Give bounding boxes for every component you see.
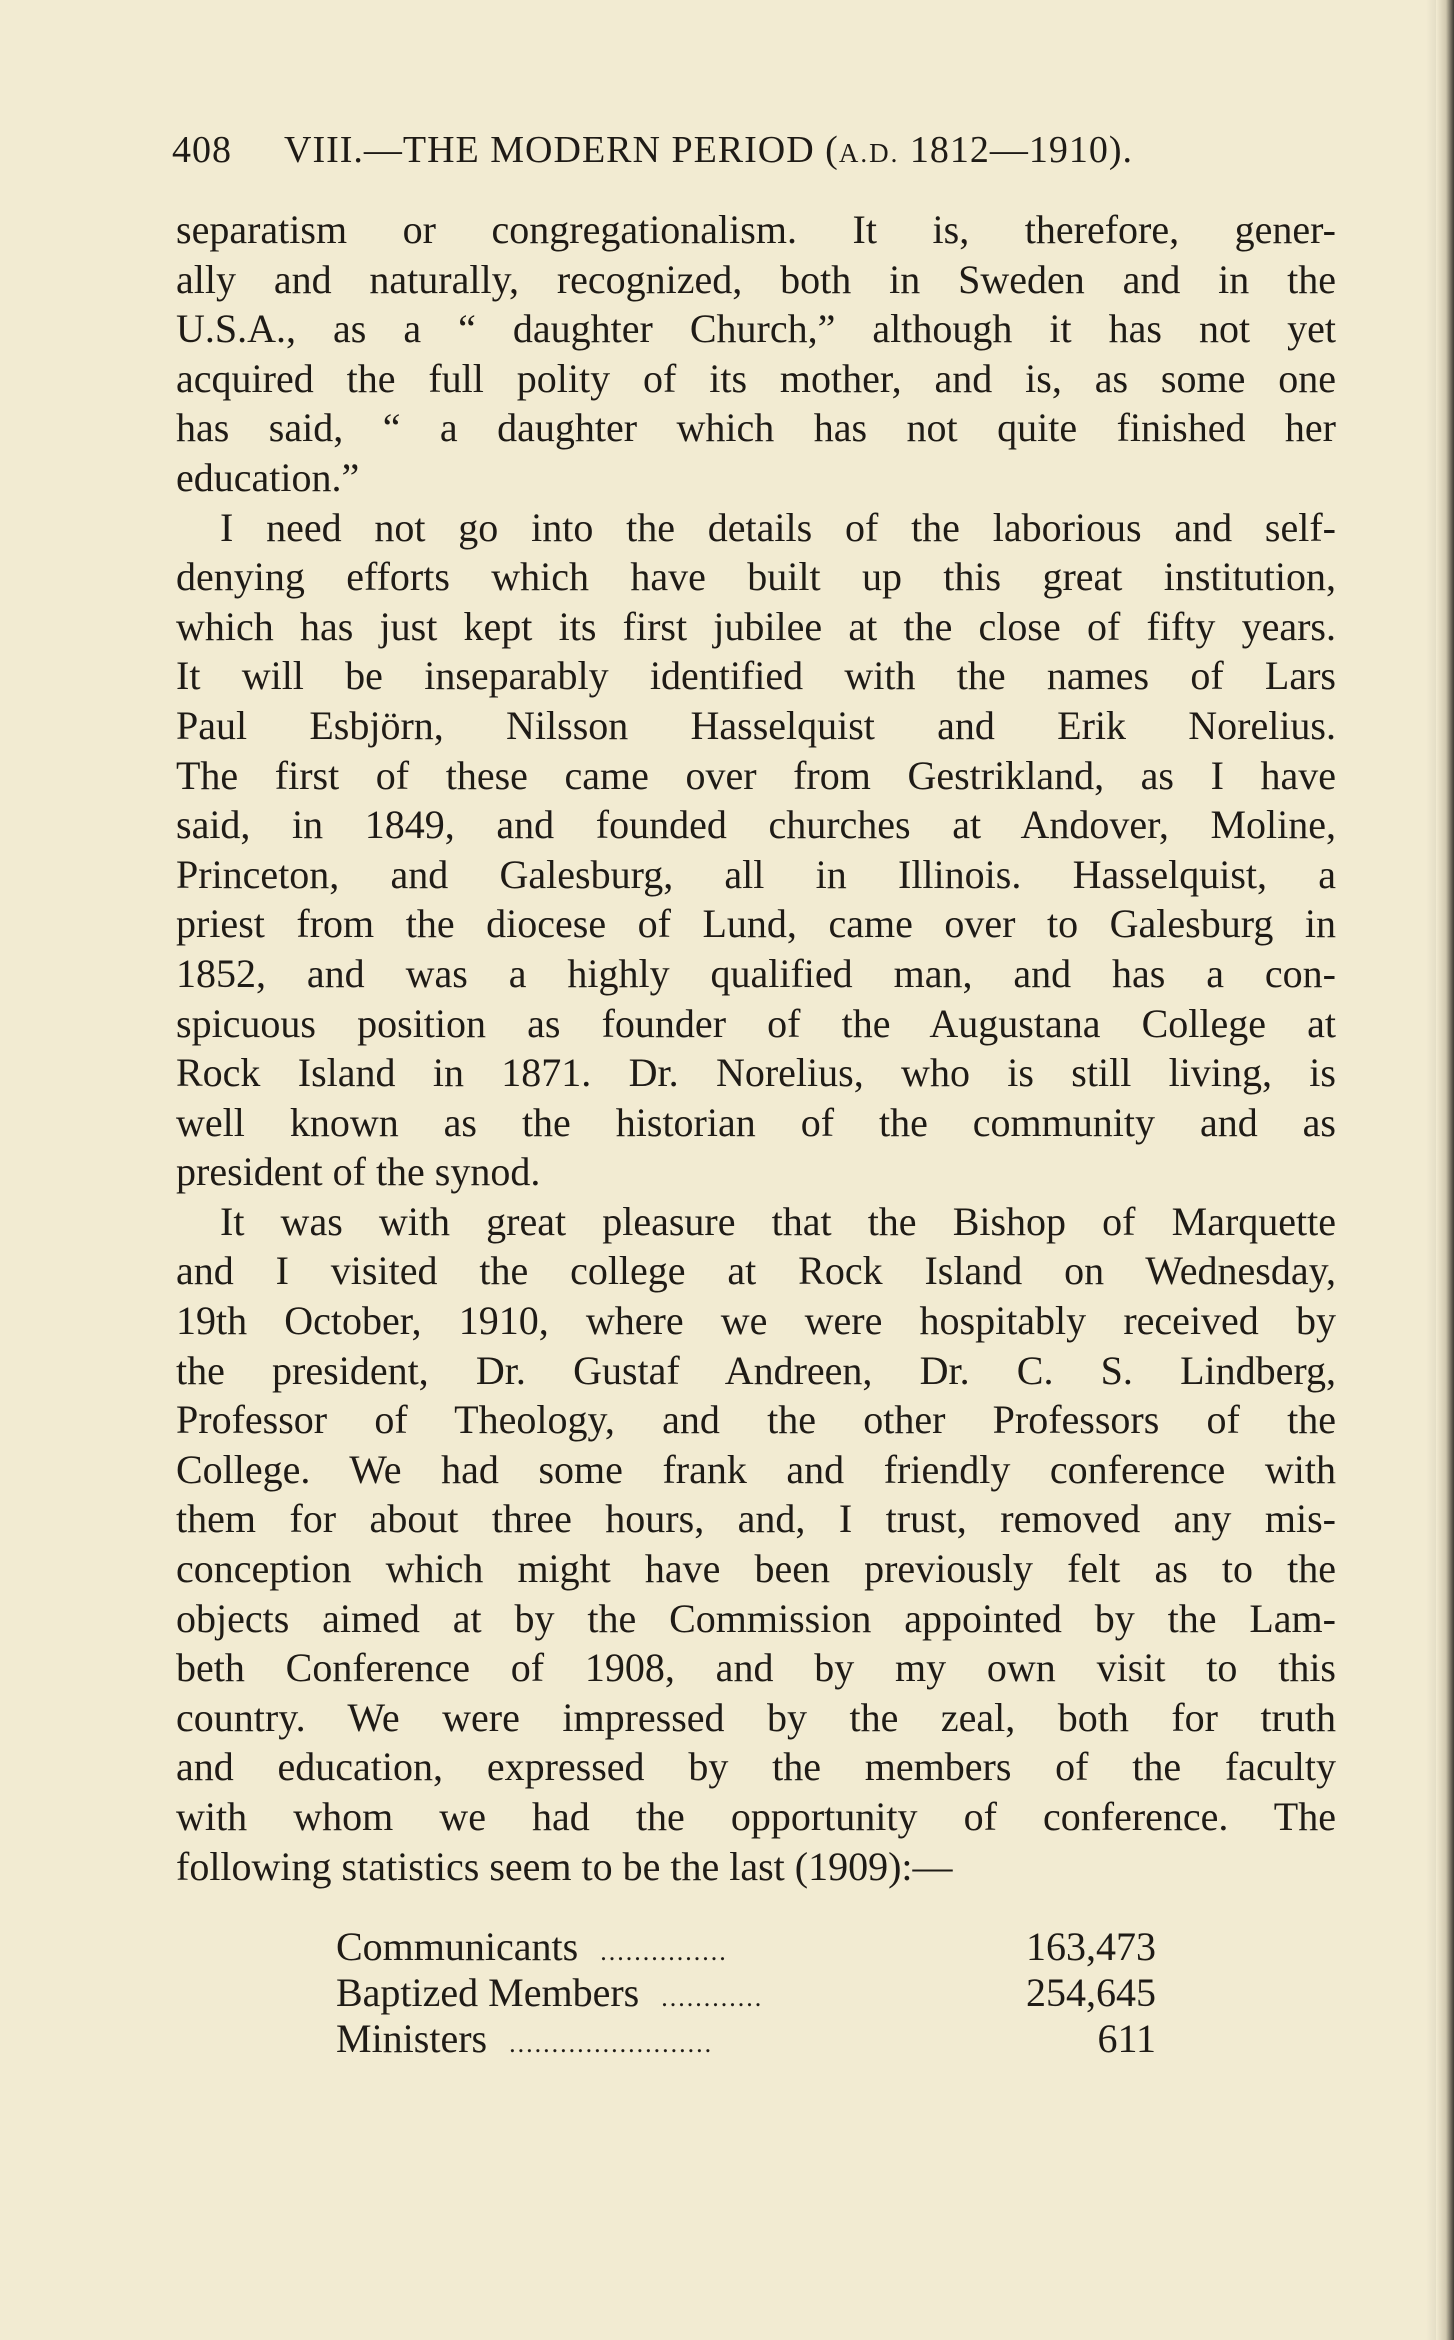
text-line: priest from the diocese of Lund, came over to Galesburg in (176, 901, 1336, 947)
statistics-value: 163,473 (1026, 1924, 1156, 1969)
text-line: following statistics seem to be the last (1909):— (176, 1843, 953, 1889)
statistics-row (336, 2016, 1156, 2062)
text-line: Professor of Theology, and the other Professors of the (176, 1397, 1336, 1443)
statistics-label: Ministers (336, 2016, 488, 2061)
text-line: with whom we had the opportunity of conference. The (176, 1794, 1336, 1839)
text-line: College. We had some frank and friendly conference with (176, 1446, 1336, 1492)
text-line: ally and naturally, recognized, both in Sweden and in the (176, 256, 1336, 302)
text-line: acquired the full polity of its mother, and is, as some one (176, 355, 1336, 401)
text-line: conception which might have been previously felt as to the (176, 1546, 1336, 1592)
statistics-label: Communicants (336, 1924, 579, 1969)
text-line: It was with great pleasure that the Bishop of Marquette (220, 1198, 1336, 1244)
text-line: has said, “ a daughter which has not quite finished her (176, 405, 1336, 451)
dot-leader: ............ (661, 1983, 764, 2012)
running-title-dates: 1812—1910). (899, 129, 1133, 171)
text-line: 19th October, 1910, where we were hospitably received by (176, 1298, 1336, 1344)
text-line: them for about three hours, and, I trust, removed any mis- (176, 1496, 1336, 1542)
dot-leader: ............... (600, 1937, 728, 1966)
text-line: It will be inseparably identified with the names of Lars (176, 653, 1336, 699)
text-line: and I visited the college at Rock Island on Wednesday, (176, 1248, 1336, 1294)
text-line: Rock Island in 1871. Dr. Norelius, who is still living, is (176, 1050, 1336, 1096)
text-line: U.S.A., as a “ daughter Church,” although it has not yet (176, 306, 1336, 352)
running-title-era: A.D. (838, 138, 900, 168)
text-line: spicuous position as founder of the Augustana College at (176, 1000, 1336, 1046)
statistics-row (336, 1924, 1156, 1970)
running-header (172, 128, 1232, 172)
statistics-row (336, 1970, 1156, 2016)
dot-leader: ........................ (509, 2029, 714, 2058)
statistics-value: 611 (1097, 2016, 1156, 2061)
body-text (176, 205, 1336, 1891)
text-line: objects aimed at by the Commission appointed by the Lam- (176, 1595, 1336, 1641)
text-line: 1852, and was a highly qualified man, and has a con- (176, 950, 1336, 996)
text-line: The first of these came over from Gestrikland, as I have (176, 752, 1336, 798)
text-line: I need not go into the details of the laborious and self- (220, 504, 1336, 550)
page-number: 408 (172, 129, 232, 171)
text-line: the president, Dr. Gustaf Andreen, Dr. C. S. Lindberg, (176, 1347, 1336, 1393)
text-line: education.” (176, 454, 360, 500)
text-line: and education, expressed by the members of the faculty (176, 1744, 1336, 1790)
text-line: country. We were impressed by the zeal, both for truth (176, 1694, 1336, 1740)
text-line: said, in 1849, and founded churches at Andover, Moline, (176, 802, 1336, 848)
text-line: Princeton, and Galesburg, all in Illinois. Hasselquist, a (176, 851, 1336, 897)
text-line: separatism or congregationalism. It is, therefore, gener- (176, 207, 1336, 252)
text-line: denying efforts which have built up this great institution, (176, 554, 1336, 600)
page-edge (1436, 0, 1454, 2340)
text-line: Paul Esbjörn, Nilsson Hasselquist and Erik Norelius. (176, 702, 1336, 748)
text-line: which has just kept its first jubilee at the close of fifty years. (176, 603, 1336, 649)
statistics-value: 254,645 (1026, 1970, 1156, 2015)
statistics-table (336, 1924, 1156, 2062)
page-gutter-shadow (1426, 0, 1436, 2340)
text-line: beth Conference of 1908, and by my own visit to this (176, 1645, 1336, 1691)
running-title: VIII.—THE MODERN PERIOD ( (284, 129, 839, 171)
text-line: well known as the historian of the community and as (176, 1099, 1336, 1145)
statistics-label: Baptized Members (336, 1970, 640, 2015)
text-line: president of the synod. (176, 1149, 541, 1195)
